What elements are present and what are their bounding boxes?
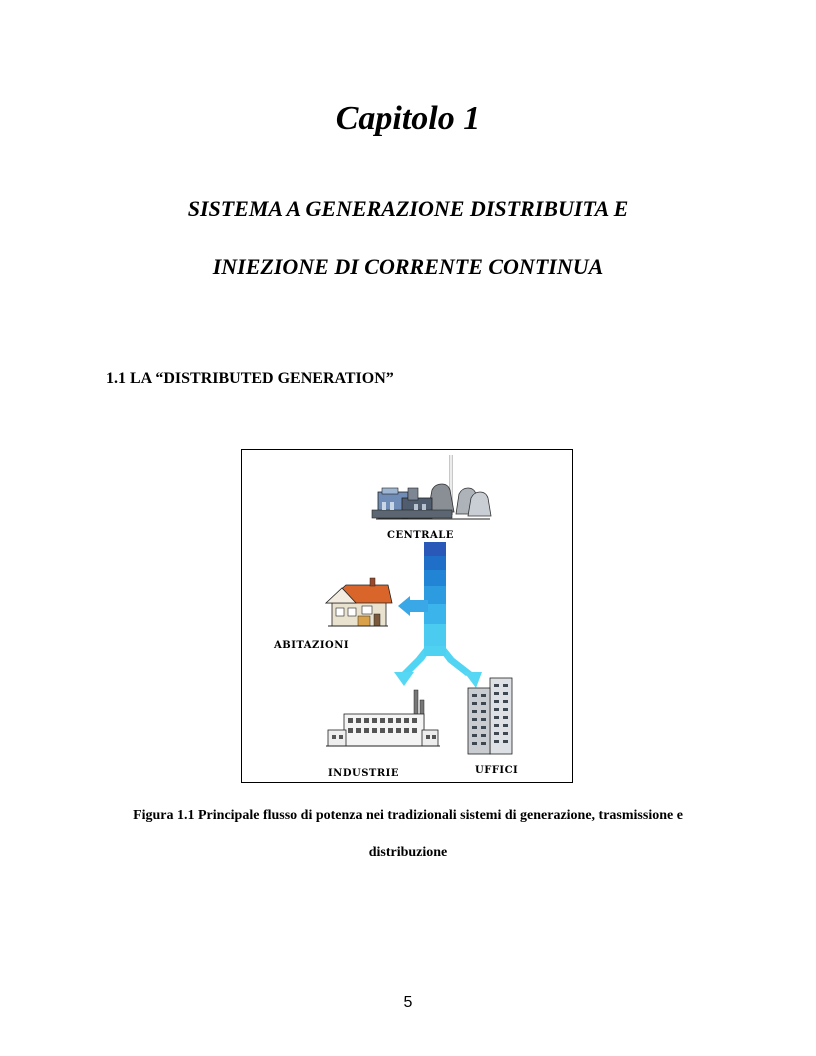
power-flow-arrows <box>394 542 482 688</box>
chapter-title: Capitolo 1 <box>335 100 481 137</box>
label-abitazioni: ABITAZIONI <box>274 640 350 651</box>
power-flow-figure <box>241 449 573 783</box>
houses-icon <box>326 578 392 626</box>
chapter-subtitle-line-1: SISTEMA A GENERAZIONE DISTRIBUITA E <box>187 196 629 221</box>
power-flow-diagram <box>242 450 574 784</box>
section-heading: 1.1 LA “DISTRIBUTED GENERATION” <box>106 370 394 387</box>
factory-icon <box>326 690 440 746</box>
page-number: 5 <box>403 994 413 1011</box>
label-industrie: INDUSTRIE <box>328 768 399 779</box>
office-buildings-icon <box>468 678 512 754</box>
figure-caption-line-2: distribuzione <box>368 845 448 860</box>
label-uffici: UFFICI <box>475 765 519 776</box>
figure-caption-line-1: Figura 1.1 Principale flusso di potenza nei tradizionali sistemi di generazione, trasmissione e <box>133 808 683 823</box>
power-plant-icon <box>372 455 491 519</box>
label-centrale: CENTRALE <box>387 530 454 541</box>
chapter-subtitle-line-2: INIEZIONE DI CORRENTE CONTINUA <box>212 254 604 279</box>
